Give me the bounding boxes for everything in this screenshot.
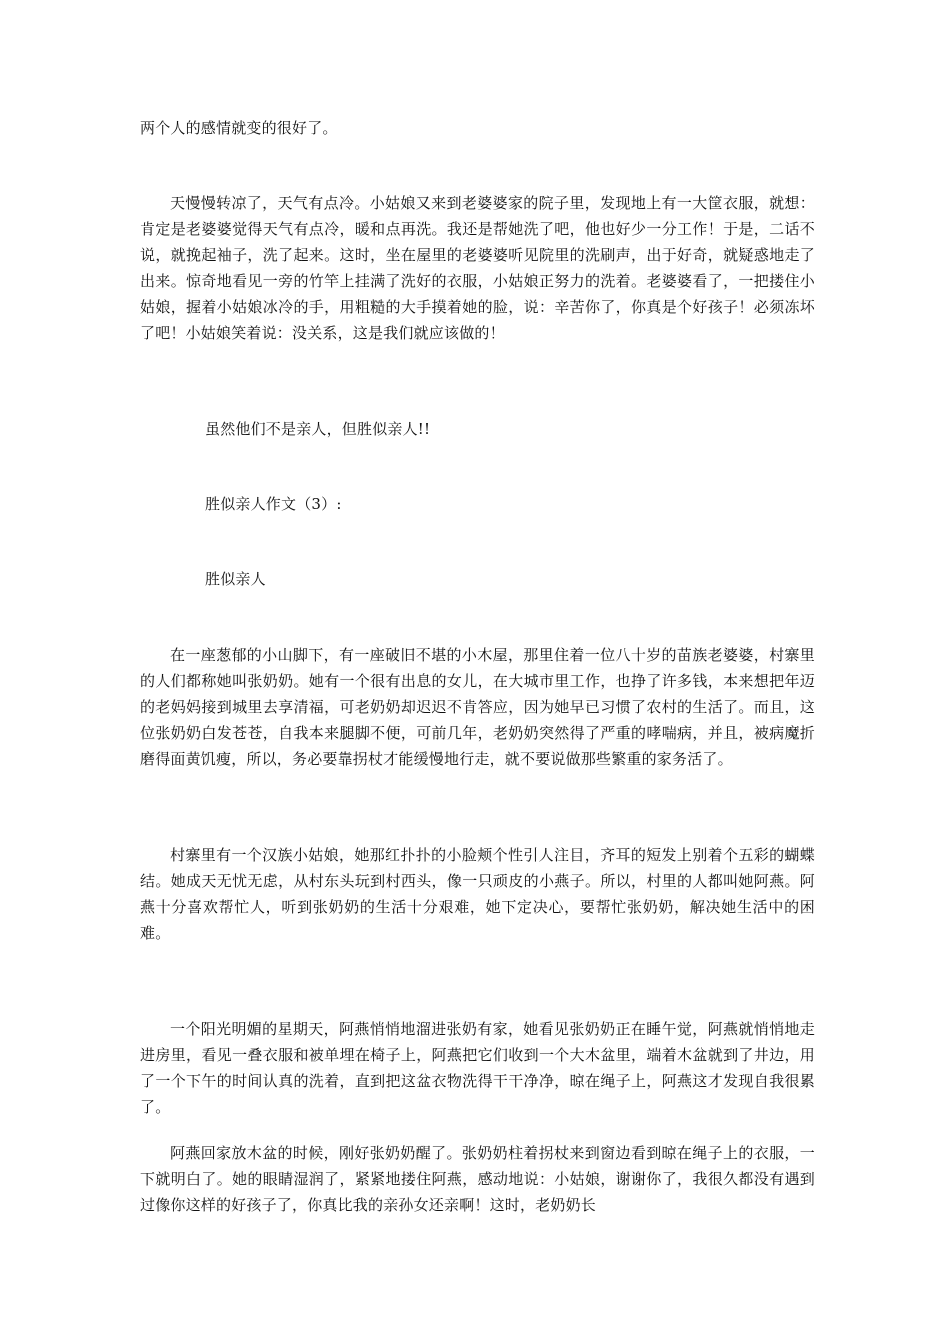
section-heading: 胜似亲人作文（3）: bbox=[205, 495, 342, 513]
paragraph-1: 两个人的感情就变的很好了。 bbox=[140, 119, 338, 137]
paragraph-6: 在一座葱郁的小山脚下，有一座破旧不堪的小木屋，那里住着一位八十岁的苗族老婆婆，村寨里的人们都称她叫张奶奶。她有一个很有出息的女儿，在大城市里工作，也挣了许多钱，本来想把年迈的老妈妈接到城里去享清福，可老奶奶却迟迟不肯答应，因为她早已习惯了农村的生活了。而且，这位张奶奶白发苍苍，自我本来腿脚不便，可前几年，老奶奶突然得了严重的哮喘病，并且，被病魔折磨得面黄饥瘦，所以，务必要靠拐杖才能缓慢地行走，就不要说做那些繁重的家务活了。 bbox=[140, 646, 815, 768]
essay-title: 胜似亲人 bbox=[205, 570, 266, 588]
paragraph-9: 阿燕回家放木盆的时候，刚好张奶奶醒了。张奶奶柱着拐杖来到窗边看到晾在绳子上的衣服，一下就明白了。她的眼睛湿润了，紧紧地搂住阿燕，感动地说：小姑娘，谢谢你了，我很久都没有遇到过像你这样的好孩子了，你真比我的亲孙女还亲啊！这时，老奶奶长 bbox=[140, 1144, 815, 1214]
paragraph-8: 一个阳光明媚的星期天，阿燕悄悄地溜进张奶有家，她看见张奶奶正在睡午觉，阿燕就悄悄地走进房里，看见一叠衣服和被单埋在椅子上，阿燕把它们收到一个大木盆里，端着木盆就到了井边，用了一个下午的时间认真的洗着，直到把这盆衣物洗得干干净净，晾在绳子上，阿燕这才发现自我很累了。 bbox=[140, 1020, 815, 1116]
paragraph-7: 村寨里有一个汉族小姑娘，她那红扑扑的小脸颊个性引人注目，齐耳的短发上别着个五彩的蝴蝶结。她成天无忧无虑，从村东头玩到村西头，像一只顽皮的小燕子。所以，村里的人都叫她阿燕。阿燕十分喜欢帮忙人，听到张奶奶的生活十分艰难，她下定决心，要帮忙张奶奶，解决她生活中的困难。 bbox=[140, 846, 815, 942]
paragraph-3: 虽然他们不是亲人，但胜似亲人!! bbox=[205, 420, 431, 438]
paragraph-2: 天慢慢转凉了，天气有点冷。小姑娘又来到老婆婆家的院子里，发现地上有一大筐衣服，就想：肯定是老婆婆觉得天气有点冷，暖和点再洗。我还是帮她洗了吧，他也好少一分工作！于是，二话不说，就挽起袖子，洗了起来。这时，坐在屋里的老婆婆听见院里的洗刷声，出于好奇，就疑惑地走了出来。惊奇地看见一旁的竹竿上挂满了洗好的衣服，小姑娘正努力的洗着。老婆婆看了，一把搂住小姑娘，握着小姑娘冰冷的手，用粗糙的大手摸着她的脸，说：辛苦你了，你真是个好孩子！必须冻坏了吧！小姑娘笑着说：没关系，这是我们就应该做的！ bbox=[140, 194, 815, 342]
